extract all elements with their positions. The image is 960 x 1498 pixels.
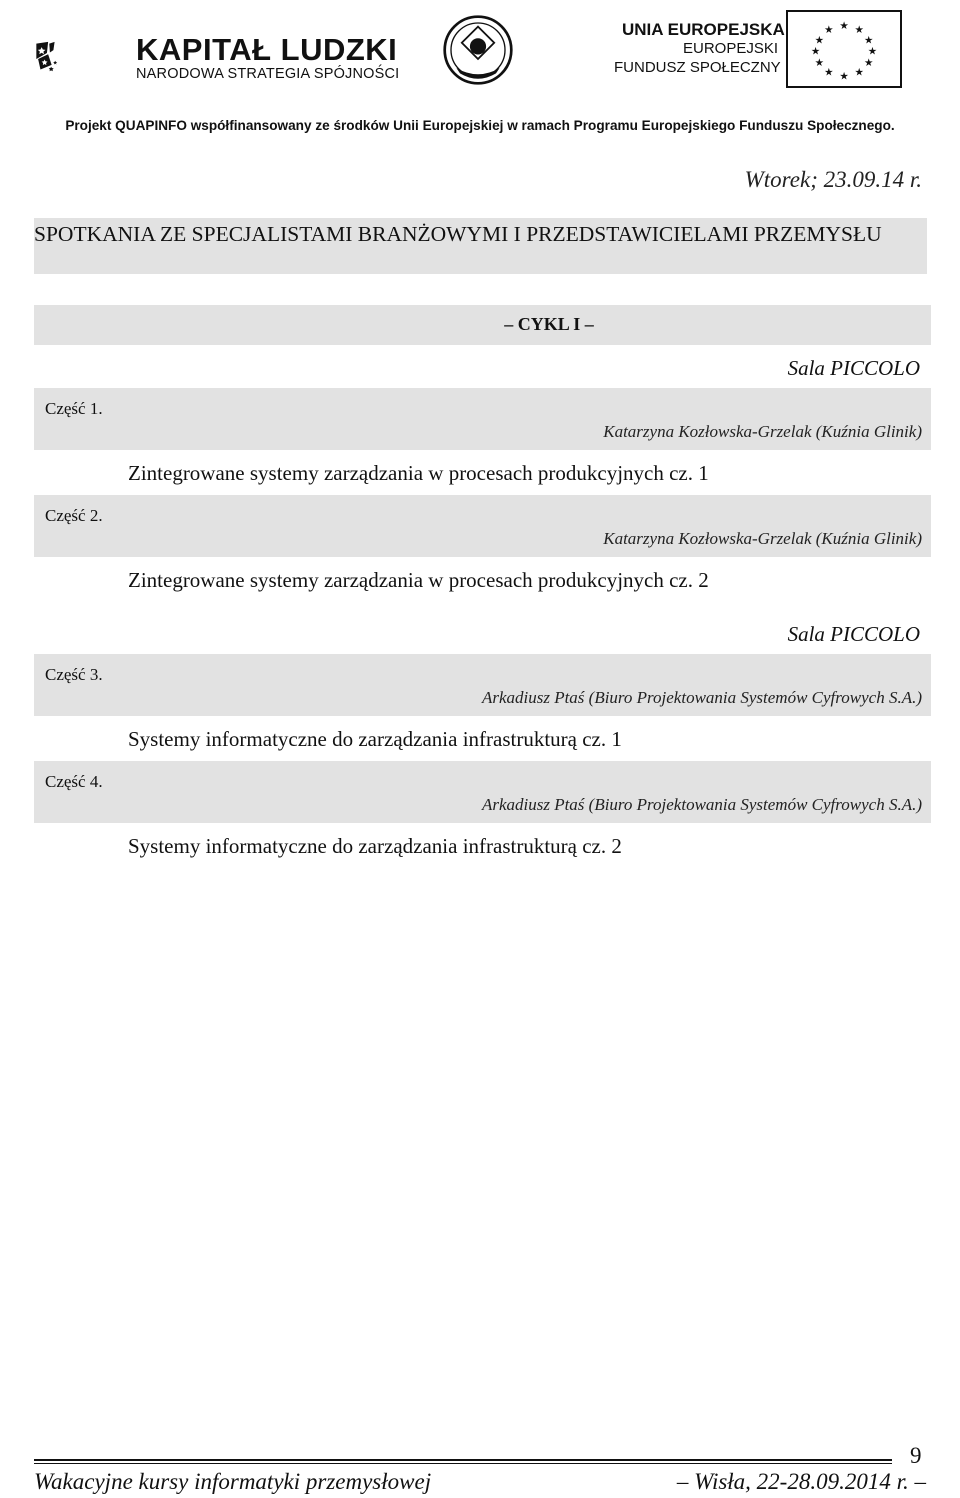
- session-part: Część 2.: [45, 506, 103, 525]
- svg-text:★: ★: [863, 35, 874, 47]
- session-topic: Systemy informatyczne do zarządzania infrastrukturą cz. 2: [128, 834, 622, 858]
- session-speaker: Arkadiusz Ptaś (Biuro Projektowania Systemów Cyfrowych S.A.): [481, 795, 922, 814]
- session-speaker: Katarzyna Kozłowska-Grzelak (Kuźnia Glinik): [603, 422, 922, 441]
- footer-place-date: – Wisła, 22-28.09.2014 r. –: [676, 1469, 926, 1494]
- session-part: Część 3.: [45, 665, 103, 684]
- svg-text:★: ★: [824, 67, 834, 79]
- cycle-label: – CYKL I –: [504, 314, 594, 334]
- room-label: Sala PICCOLO: [787, 622, 920, 646]
- svg-text:★: ★: [867, 46, 878, 58]
- page-number: 9: [910, 1443, 922, 1468]
- svg-text:★: ★: [839, 71, 849, 83]
- organization-emblem-icon: [442, 14, 514, 86]
- session-part: Część 1.: [45, 399, 103, 418]
- date-label: Wtorek; 23.09.14 r.: [744, 167, 922, 192]
- eu-flag-icon: [786, 10, 902, 88]
- svg-text:★: ★: [854, 24, 864, 36]
- svg-text:★: ★: [814, 58, 825, 70]
- footer-course-title: Wakacyjne kursy informatyki przemysłowej: [34, 1469, 432, 1494]
- kapital-ludzki-title: KAPITAŁ LUDZKI: [136, 32, 398, 67]
- eu-title: UNIA EUROPEJSKA: [622, 20, 785, 39]
- eu-fund-line2: FUNDUSZ SPOŁECZNY: [614, 59, 781, 76]
- eu-fund-line1: EUROPEJSKI: [683, 40, 779, 57]
- room-label: Sala PICCOLO: [787, 356, 920, 380]
- svg-text:★: ★: [854, 67, 864, 79]
- svg-text:★: ★: [814, 35, 825, 47]
- session-topic: Zintegrowane systemy zarządzania w procesach produkcyjnych cz. 2: [128, 568, 709, 592]
- footer-rule: [34, 1463, 892, 1464]
- session-topic: Zintegrowane systemy zarządzania w procesach produkcyjnych cz. 1: [128, 461, 709, 485]
- svg-text:★: ★: [863, 58, 874, 70]
- svg-text:★: ★: [810, 46, 821, 58]
- footer-rule: [34, 1459, 892, 1461]
- svg-text:★: ★: [824, 24, 834, 36]
- project-cofinancing-line: Projekt QUAPINFO współfinansowany ze środków Unii Europejskiej w ramach Programu Europejskiego Funduszu Społecznego.: [65, 118, 895, 133]
- kapital-ludzki-logo: [34, 6, 134, 106]
- section-heading: SPOTKANIA ZE SPECJALISTAMI BRANŻOWYMI I PRZEDSTAWICIELAMI PRZEMYSŁU: [34, 222, 882, 246]
- kapital-ludzki-subtitle: NARODOWA STRATEGIA SPÓJNOŚCI: [136, 66, 400, 82]
- session-speaker: Katarzyna Kozłowska-Grzelak (Kuźnia Glinik): [603, 529, 922, 548]
- svg-text:★: ★: [839, 21, 849, 33]
- session-speaker: Arkadiusz Ptaś (Biuro Projektowania Systemów Cyfrowych S.A.): [481, 688, 922, 707]
- session-topic: Systemy informatyczne do zarządzania infrastrukturą cz. 1: [128, 727, 622, 751]
- session-part: Część 4.: [45, 772, 103, 791]
